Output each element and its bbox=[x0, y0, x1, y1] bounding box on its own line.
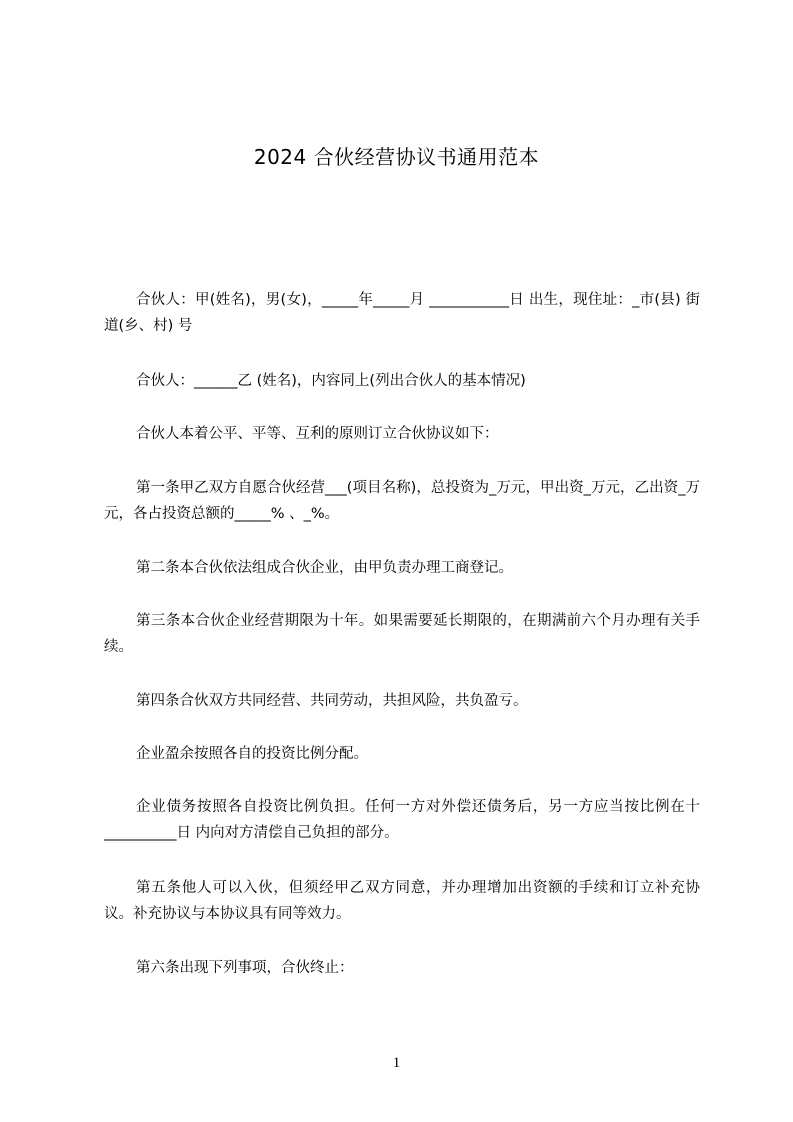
paragraph-partner-a: 合伙人：甲(姓名)，男(女)，_____年_____月 ___________日 出生，现住址：_市(县) 街道(乡、村) 号 bbox=[104, 292, 700, 334]
paragraph-article-1: 第一条甲乙双方自愿合伙经营___(项目名称)，总投资为_万元，甲出资_万元，乙出资_万元，各占投资总额的_____% 、_%。 bbox=[104, 480, 700, 522]
paragraph-debt: 企业债务按照各自投资比例负担。任何一方对外偿还债务后，另一方应当按比例在十__________日 内向对方清偿自己负担的部分。 bbox=[104, 799, 700, 841]
paragraph-article-3: 第三条本合伙企业经营期限为十年。如果需要延长期限的，在期满前六个月办理有关手续。 bbox=[104, 613, 700, 655]
document-title: 2024 合伙经营协议书通用范本 bbox=[253, 145, 540, 169]
paragraph-preamble: 合伙人本着公平、平等、互利的原则订立合伙协议如下： bbox=[136, 426, 499, 442]
paragraph-article-2: 第二条本合伙依法组成合伙企业，由甲负责办理工商登记。 bbox=[136, 560, 513, 576]
paragraph-article-5: 第五条他人可以入伙，但须经甲乙双方同意，并办理增加出资额的手续和订立补充协议。补充协议与本协议具有同等效力。 bbox=[104, 880, 700, 922]
page-number: 1 bbox=[392, 1055, 401, 1071]
paragraph-profit: 企业盈余按照各自的投资比例分配。 bbox=[136, 746, 368, 762]
paragraph-partner-b: 合伙人：______乙 (姓名)，内容同上(列出合伙人的基本情况) bbox=[136, 373, 526, 389]
paragraph-article-4: 第四条合伙双方共同经营、共同劳动，共担风险，共负盈亏。 bbox=[136, 693, 528, 709]
paragraph-article-6: 第六条出现下列事项，合伙终止： bbox=[136, 960, 354, 976]
